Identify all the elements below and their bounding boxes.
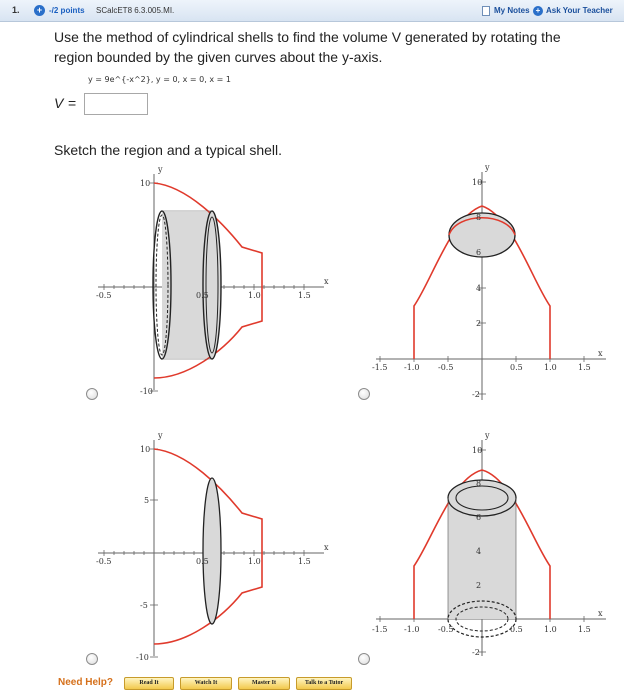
g1-x-tick-10: 1.0 bbox=[248, 291, 261, 300]
g2-x-tick-neg10: -1.0 bbox=[404, 363, 420, 372]
g2-y-tick-8: 8 bbox=[476, 213, 482, 222]
radio-option-2[interactable] bbox=[358, 388, 370, 400]
my-notes-button[interactable] bbox=[482, 4, 530, 17]
g2-y-tick-4: 4 bbox=[476, 284, 482, 293]
talk-to-tutor-button[interactable]: Talk to a Tutor bbox=[296, 677, 352, 690]
ask-teacher-button[interactable] bbox=[533, 4, 613, 17]
graph-option-2 bbox=[372, 160, 612, 404]
ask-teacher-label: Ask Your Teacher bbox=[546, 6, 613, 15]
answer-label: V bbox=[54, 95, 64, 111]
g1-y-axis-label: y bbox=[158, 165, 163, 174]
graph-option-3 bbox=[92, 430, 332, 662]
g3-y-tick-neg5: -5 bbox=[140, 601, 148, 610]
g1-y-tick-top: 10 bbox=[140, 179, 151, 188]
g4-y-tick-neg2: -2 bbox=[472, 648, 480, 657]
sketch-prompt: Sketch the region and a typical shell. bbox=[54, 142, 283, 158]
expand-plus-icon[interactable]: + bbox=[34, 5, 45, 16]
g3-x-tick-15: 1.5 bbox=[298, 557, 311, 566]
g4-x-tick-15: 1.5 bbox=[578, 625, 591, 634]
g1-y-tick-bottom: -10 bbox=[140, 387, 153, 396]
g2-x-tick-10: 1.0 bbox=[544, 363, 557, 372]
g3-y-tick-neg10: -10 bbox=[136, 653, 149, 662]
notes-icon bbox=[482, 6, 490, 16]
radio-option-1[interactable] bbox=[86, 388, 98, 400]
answer-equals: = bbox=[68, 95, 77, 111]
g4-y-tick-2: 2 bbox=[476, 581, 482, 590]
g4-y-axis-label: y bbox=[485, 431, 490, 440]
watch-it-button[interactable]: Watch It bbox=[180, 677, 232, 690]
g3-x-axis-label: x bbox=[324, 543, 329, 552]
graph-option-4 bbox=[372, 428, 612, 660]
g3-y-tick-10: 10 bbox=[140, 445, 151, 454]
g2-x-axis-label: x bbox=[598, 349, 603, 358]
question-header-bar bbox=[0, 0, 624, 22]
g2-y-tick-2: 2 bbox=[476, 319, 482, 328]
g4-x-tick-neg05: -0.5 bbox=[438, 625, 454, 634]
question-number: 1. bbox=[12, 5, 20, 15]
problem-code: SCalcET8 6.3.005.MI. bbox=[96, 6, 175, 15]
g2-y-tick-neg2: -2 bbox=[472, 390, 480, 399]
given-curves: y = 9e^{-x^2}, y = 0, x = 0, x = 1 bbox=[88, 75, 231, 84]
volume-answer-input[interactable] bbox=[84, 93, 148, 115]
g1-x-tick-05: 0.5 bbox=[196, 291, 209, 300]
graph-option-1 bbox=[92, 164, 332, 400]
g1-x-axis-label: x bbox=[324, 277, 329, 286]
g4-y-tick-8: 8 bbox=[476, 479, 482, 488]
g4-y-tick-10: 10 bbox=[472, 446, 483, 455]
g4-x-tick-10: 1.0 bbox=[544, 625, 557, 634]
g4-x-tick-neg10: -1.0 bbox=[404, 625, 420, 634]
points-label: -/2 points bbox=[49, 6, 85, 15]
g3-x-tick-05: 0.5 bbox=[196, 557, 209, 566]
g3-x-tick-10: 1.0 bbox=[248, 557, 261, 566]
g3-y-tick-5: 5 bbox=[144, 496, 150, 505]
master-it-button[interactable]: Master It bbox=[238, 677, 290, 690]
g2-y-axis-label: y bbox=[485, 163, 490, 172]
need-help-label: Need Help? bbox=[58, 677, 114, 688]
question-text: Use the method of cylindrical shells to find the volume V generated by rotating the region bounded by the given curves about the y-axis. bbox=[54, 29, 561, 65]
plus-icon: + bbox=[533, 6, 543, 16]
g2-y-tick-6: 6 bbox=[476, 248, 482, 257]
g2-x-tick-05: 0.5 bbox=[510, 363, 523, 372]
g3-y-axis-label: y bbox=[158, 431, 163, 440]
g4-x-axis-label: x bbox=[598, 609, 603, 618]
radio-option-4[interactable] bbox=[358, 653, 370, 665]
radio-option-3[interactable] bbox=[86, 653, 98, 665]
read-it-button[interactable]: Read It bbox=[124, 677, 174, 690]
g4-y-tick-6: 6 bbox=[476, 513, 482, 522]
g4-x-tick-neg15: -1.5 bbox=[372, 625, 388, 634]
g1-x-tick-neg05: -0.5 bbox=[96, 291, 112, 300]
my-notes-label: My Notes bbox=[494, 6, 530, 15]
g3-x-tick-neg05: -0.5 bbox=[96, 557, 112, 566]
g4-x-tick-05: 0.5 bbox=[510, 625, 523, 634]
g2-x-tick-15: 1.5 bbox=[578, 363, 591, 372]
g2-y-tick-10: 10 bbox=[472, 178, 483, 187]
g2-x-tick-neg05: -0.5 bbox=[438, 363, 454, 372]
g2-x-tick-neg15: -1.5 bbox=[372, 363, 388, 372]
g1-x-tick-15: 1.5 bbox=[298, 291, 311, 300]
g4-y-tick-4: 4 bbox=[476, 547, 482, 556]
